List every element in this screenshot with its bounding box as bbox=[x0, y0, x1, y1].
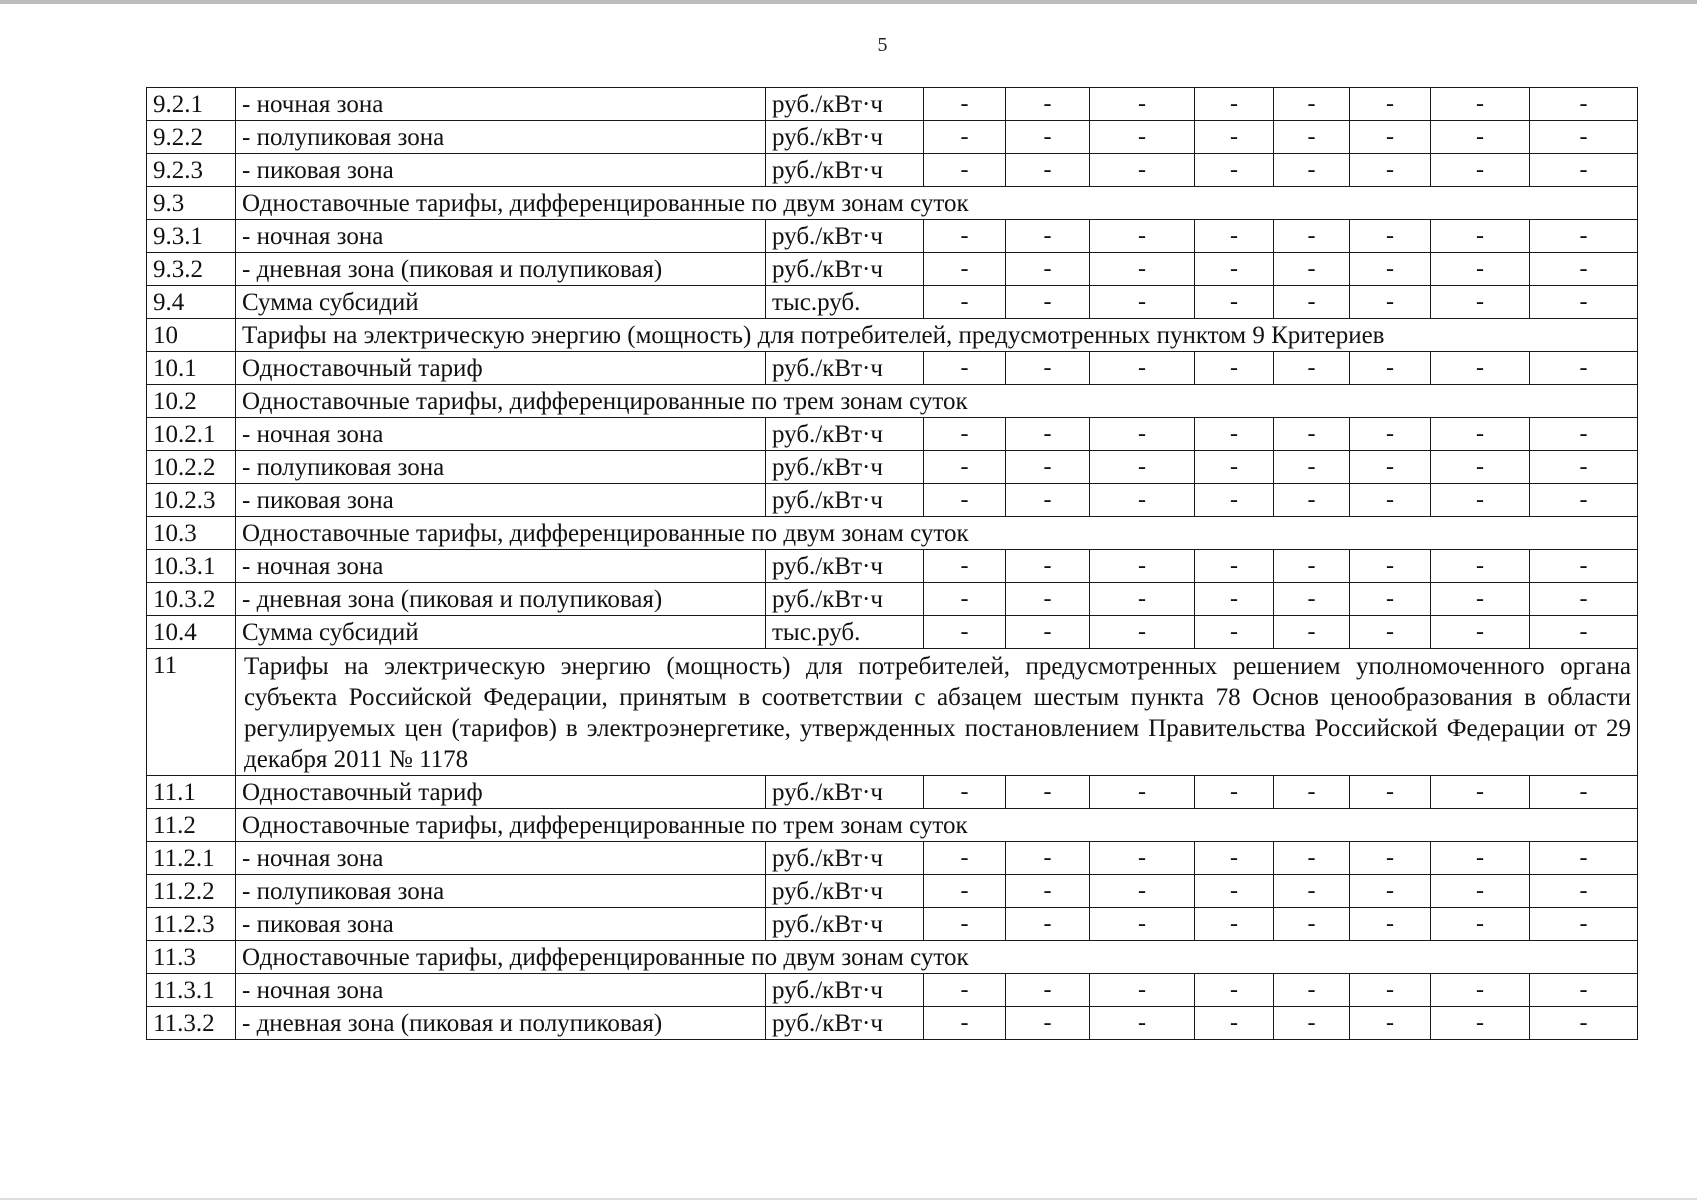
tariff-table bbox=[146, 87, 1638, 1040]
value-cell: - bbox=[1195, 974, 1274, 1007]
table-row bbox=[147, 451, 1638, 484]
row-unit: руб./кВт·ч bbox=[766, 253, 924, 286]
value-cell: - bbox=[1195, 583, 1274, 616]
row-name: - дневная зона (пиковая и полупиковая) bbox=[236, 1007, 766, 1040]
row-name: - ночная зона bbox=[236, 550, 766, 583]
value-cell: - bbox=[924, 875, 1006, 908]
row-name: - полупиковая зона bbox=[236, 121, 766, 154]
value-cell: - bbox=[1431, 484, 1530, 517]
row-unit: руб./кВт·ч bbox=[766, 550, 924, 583]
row-unit: руб./кВт·ч bbox=[766, 220, 924, 253]
table-row bbox=[147, 385, 1638, 418]
value-cell: - bbox=[1195, 121, 1274, 154]
value-cell: - bbox=[1350, 974, 1431, 1007]
row-code: 10.3.2 bbox=[147, 583, 236, 616]
value-cell: - bbox=[1274, 974, 1350, 1007]
table-row bbox=[147, 875, 1638, 908]
section-title: Одноставочные тарифы, дифференцированные по трем зонам суток bbox=[236, 385, 1638, 418]
row-code: 11.3 bbox=[147, 941, 236, 974]
value-cell: - bbox=[1350, 908, 1431, 941]
value-cell: - bbox=[1431, 974, 1530, 1007]
value-cell: - bbox=[1274, 583, 1350, 616]
page-number: 5 bbox=[877, 34, 888, 56]
row-unit: руб./кВт·ч bbox=[766, 974, 924, 1007]
row-unit: руб./кВт·ч bbox=[766, 121, 924, 154]
value-cell: - bbox=[1431, 776, 1530, 809]
row-unit: руб./кВт·ч bbox=[766, 418, 924, 451]
value-cell: - bbox=[924, 88, 1006, 121]
value-cell: - bbox=[924, 484, 1006, 517]
row-name: - ночная зона bbox=[236, 220, 766, 253]
value-cell: - bbox=[1350, 583, 1431, 616]
value-cell: - bbox=[1274, 154, 1350, 187]
value-cell: - bbox=[1274, 286, 1350, 319]
row-unit: руб./кВт·ч bbox=[766, 88, 924, 121]
row-code: 11.3.2 bbox=[147, 1007, 236, 1040]
table-row bbox=[147, 908, 1638, 941]
row-code: 10.3.1 bbox=[147, 550, 236, 583]
value-cell: - bbox=[924, 583, 1006, 616]
value-cell: - bbox=[1431, 616, 1530, 649]
value-cell: - bbox=[1006, 253, 1090, 286]
value-cell: - bbox=[1530, 908, 1638, 941]
value-cell: - bbox=[1431, 1007, 1530, 1040]
value-cell: - bbox=[1195, 220, 1274, 253]
value-cell: - bbox=[924, 550, 1006, 583]
value-cell: - bbox=[1006, 583, 1090, 616]
section-title: Одноставочные тарифы, дифференцированные по двум зонам суток bbox=[236, 187, 1638, 220]
value-cell: - bbox=[1090, 484, 1195, 517]
value-cell: - bbox=[1090, 875, 1195, 908]
value-cell: - bbox=[1530, 974, 1638, 1007]
section-title: Одноставочные тарифы, дифференцированные по двум зонам суток bbox=[236, 941, 1638, 974]
section-paragraph: Тарифы на электрическую энергию (мощность) для потребителей, предусмотренных решением уполномоченного органа субъекта Российской Федерации, принятым в соответствии с абзацем шестым пункта 78 Основ ценообразования в области регулируемых цен (тарифов) в электроэнергетике, утвержденных постановлением Правительства Российской Федерации от 29 декабря 2011 № 1178 bbox=[236, 649, 1638, 776]
value-cell: - bbox=[1274, 616, 1350, 649]
value-cell: - bbox=[1274, 1007, 1350, 1040]
value-cell: - bbox=[1530, 121, 1638, 154]
row-code: 9.2.2 bbox=[147, 121, 236, 154]
value-cell: - bbox=[1006, 875, 1090, 908]
value-cell: - bbox=[1274, 484, 1350, 517]
table-row bbox=[147, 88, 1638, 121]
row-name: - ночная зона bbox=[236, 88, 766, 121]
section-title: Одноставочные тарифы, дифференцированные по двум зонам суток bbox=[236, 517, 1638, 550]
row-name: - ночная зона bbox=[236, 418, 766, 451]
value-cell: - bbox=[1274, 88, 1350, 121]
table-row bbox=[147, 776, 1638, 809]
row-unit: руб./кВт·ч bbox=[766, 908, 924, 941]
value-cell: - bbox=[1530, 88, 1638, 121]
row-code: 11.1 bbox=[147, 776, 236, 809]
section-title: Одноставочные тарифы, дифференцированные по трем зонам суток bbox=[236, 809, 1638, 842]
value-cell: - bbox=[1195, 484, 1274, 517]
value-cell: - bbox=[924, 776, 1006, 809]
value-cell: - bbox=[1006, 974, 1090, 1007]
value-cell: - bbox=[1274, 220, 1350, 253]
value-cell: - bbox=[924, 418, 1006, 451]
row-unit: руб./кВт·ч bbox=[766, 154, 924, 187]
value-cell: - bbox=[1090, 776, 1195, 809]
value-cell: - bbox=[1006, 550, 1090, 583]
value-cell: - bbox=[1006, 908, 1090, 941]
value-cell: - bbox=[1431, 220, 1530, 253]
row-code: 9.3.1 bbox=[147, 220, 236, 253]
row-unit: руб./кВт·ч bbox=[766, 484, 924, 517]
value-cell: - bbox=[1431, 253, 1530, 286]
table-row bbox=[147, 616, 1638, 649]
value-cell: - bbox=[1350, 121, 1431, 154]
value-cell: - bbox=[1530, 418, 1638, 451]
table-row bbox=[147, 121, 1638, 154]
value-cell: - bbox=[1006, 484, 1090, 517]
value-cell: - bbox=[1350, 88, 1431, 121]
value-cell: - bbox=[924, 220, 1006, 253]
row-code: 10.2.1 bbox=[147, 418, 236, 451]
value-cell: - bbox=[1274, 418, 1350, 451]
row-name: - пиковая зона bbox=[236, 484, 766, 517]
table-row bbox=[147, 550, 1638, 583]
value-cell: - bbox=[924, 451, 1006, 484]
value-cell: - bbox=[1350, 550, 1431, 583]
row-unit: руб./кВт·ч bbox=[766, 1007, 924, 1040]
table-row bbox=[147, 352, 1638, 385]
value-cell: - bbox=[1530, 286, 1638, 319]
value-cell: - bbox=[1090, 352, 1195, 385]
value-cell: - bbox=[1530, 484, 1638, 517]
value-cell: - bbox=[1530, 616, 1638, 649]
value-cell: - bbox=[1350, 154, 1431, 187]
value-cell: - bbox=[1090, 286, 1195, 319]
value-cell: - bbox=[1195, 550, 1274, 583]
table-row bbox=[147, 484, 1638, 517]
row-code: 11 bbox=[147, 649, 236, 776]
value-cell: - bbox=[1195, 253, 1274, 286]
row-name: - дневная зона (пиковая и полупиковая) bbox=[236, 253, 766, 286]
value-cell: - bbox=[1090, 908, 1195, 941]
value-cell: - bbox=[1530, 583, 1638, 616]
value-cell: - bbox=[1274, 875, 1350, 908]
value-cell: - bbox=[1350, 286, 1431, 319]
row-unit: руб./кВт·ч bbox=[766, 352, 924, 385]
value-cell: - bbox=[924, 616, 1006, 649]
value-cell: - bbox=[1195, 1007, 1274, 1040]
table-row bbox=[147, 974, 1638, 1007]
row-name: Сумма субсидий bbox=[236, 616, 766, 649]
row-unit: руб./кВт·ч bbox=[766, 583, 924, 616]
value-cell: - bbox=[1274, 908, 1350, 941]
value-cell: - bbox=[1350, 776, 1431, 809]
value-cell: - bbox=[1006, 616, 1090, 649]
table-row bbox=[147, 1007, 1638, 1040]
row-name: - ночная зона bbox=[236, 974, 766, 1007]
value-cell: - bbox=[1090, 451, 1195, 484]
row-code: 10.3 bbox=[147, 517, 236, 550]
value-cell: - bbox=[1195, 154, 1274, 187]
row-unit: руб./кВт·ч bbox=[766, 875, 924, 908]
value-cell: - bbox=[1006, 286, 1090, 319]
row-unit: тыс.руб. bbox=[766, 616, 924, 649]
value-cell: - bbox=[1090, 550, 1195, 583]
value-cell: - bbox=[1431, 88, 1530, 121]
table-row bbox=[147, 154, 1638, 187]
value-cell: - bbox=[1090, 121, 1195, 154]
value-cell: - bbox=[1350, 352, 1431, 385]
value-cell: - bbox=[1350, 875, 1431, 908]
row-code: 10.2.3 bbox=[147, 484, 236, 517]
value-cell: - bbox=[1006, 776, 1090, 809]
row-code: 9.2.1 bbox=[147, 88, 236, 121]
row-code: 10.1 bbox=[147, 352, 236, 385]
value-cell: - bbox=[1431, 875, 1530, 908]
value-cell: - bbox=[1431, 583, 1530, 616]
row-code: 11.2.3 bbox=[147, 908, 236, 941]
value-cell: - bbox=[924, 908, 1006, 941]
value-cell: - bbox=[1530, 451, 1638, 484]
value-cell: - bbox=[1090, 842, 1195, 875]
row-name: - дневная зона (пиковая и полупиковая) bbox=[236, 583, 766, 616]
row-code: 11.3.1 bbox=[147, 974, 236, 1007]
value-cell: - bbox=[1006, 1007, 1090, 1040]
value-cell: - bbox=[1006, 418, 1090, 451]
row-code: 10.2 bbox=[147, 385, 236, 418]
table-row bbox=[147, 842, 1638, 875]
table-row bbox=[147, 253, 1638, 286]
table-row bbox=[147, 286, 1638, 319]
value-cell: - bbox=[1431, 121, 1530, 154]
value-cell: - bbox=[1530, 352, 1638, 385]
value-cell: - bbox=[1431, 451, 1530, 484]
value-cell: - bbox=[1431, 286, 1530, 319]
value-cell: - bbox=[1350, 253, 1431, 286]
row-code: 10.2.2 bbox=[147, 451, 236, 484]
section-title: Тарифы на электрическую энергию (мощность) для потребителей, предусмотренных пунктом 9 Критериев bbox=[236, 319, 1638, 352]
row-code: 9.3 bbox=[147, 187, 236, 220]
value-cell: - bbox=[1431, 842, 1530, 875]
value-cell: - bbox=[1006, 121, 1090, 154]
table-row bbox=[147, 220, 1638, 253]
table-row bbox=[147, 187, 1638, 220]
value-cell: - bbox=[1090, 253, 1195, 286]
value-cell: - bbox=[1006, 451, 1090, 484]
value-cell: - bbox=[1274, 253, 1350, 286]
value-cell: - bbox=[924, 842, 1006, 875]
value-cell: - bbox=[1431, 908, 1530, 941]
value-cell: - bbox=[1090, 583, 1195, 616]
value-cell: - bbox=[1274, 842, 1350, 875]
value-cell: - bbox=[1274, 451, 1350, 484]
value-cell: - bbox=[924, 1007, 1006, 1040]
value-cell: - bbox=[1195, 88, 1274, 121]
value-cell: - bbox=[1274, 550, 1350, 583]
value-cell: - bbox=[1431, 352, 1530, 385]
row-code: 9.2.3 bbox=[147, 154, 236, 187]
value-cell: - bbox=[1530, 154, 1638, 187]
value-cell: - bbox=[1431, 154, 1530, 187]
table-row bbox=[147, 941, 1638, 974]
value-cell: - bbox=[924, 121, 1006, 154]
value-cell: - bbox=[1006, 842, 1090, 875]
row-name: Одноставочный тариф bbox=[236, 352, 766, 385]
value-cell: - bbox=[924, 286, 1006, 319]
value-cell: - bbox=[1090, 154, 1195, 187]
row-name: - пиковая зона bbox=[236, 908, 766, 941]
value-cell: - bbox=[1350, 1007, 1431, 1040]
value-cell: - bbox=[1530, 220, 1638, 253]
value-cell: - bbox=[1350, 418, 1431, 451]
row-name: Сумма субсидий bbox=[236, 286, 766, 319]
value-cell: - bbox=[1274, 352, 1350, 385]
row-unit: тыс.руб. bbox=[766, 286, 924, 319]
row-code: 11.2.1 bbox=[147, 842, 236, 875]
table-row bbox=[147, 319, 1638, 352]
value-cell: - bbox=[1431, 550, 1530, 583]
row-code: 10 bbox=[147, 319, 236, 352]
value-cell: - bbox=[1530, 842, 1638, 875]
value-cell: - bbox=[924, 974, 1006, 1007]
value-cell: - bbox=[1195, 875, 1274, 908]
value-cell: - bbox=[1195, 418, 1274, 451]
value-cell: - bbox=[1195, 352, 1274, 385]
value-cell: - bbox=[1350, 484, 1431, 517]
tariff-table-body bbox=[147, 88, 1638, 1040]
value-cell: - bbox=[1530, 875, 1638, 908]
value-cell: - bbox=[1350, 451, 1431, 484]
table-row bbox=[147, 583, 1638, 616]
row-name: - ночная зона bbox=[236, 842, 766, 875]
value-cell: - bbox=[1195, 908, 1274, 941]
table-row bbox=[147, 649, 1638, 776]
table-row bbox=[147, 809, 1638, 842]
value-cell: - bbox=[1195, 451, 1274, 484]
value-cell: - bbox=[1090, 418, 1195, 451]
row-code: 11.2 bbox=[147, 809, 236, 842]
row-unit: руб./кВт·ч bbox=[766, 451, 924, 484]
value-cell: - bbox=[1006, 154, 1090, 187]
value-cell: - bbox=[1006, 220, 1090, 253]
value-cell: - bbox=[1350, 220, 1431, 253]
value-cell: - bbox=[1006, 88, 1090, 121]
value-cell: - bbox=[1090, 616, 1195, 649]
value-cell: - bbox=[924, 154, 1006, 187]
value-cell: - bbox=[1195, 286, 1274, 319]
value-cell: - bbox=[1090, 220, 1195, 253]
value-cell: - bbox=[1274, 776, 1350, 809]
value-cell: - bbox=[1090, 974, 1195, 1007]
value-cell: - bbox=[1195, 616, 1274, 649]
row-name: - полупиковая зона bbox=[236, 875, 766, 908]
value-cell: - bbox=[1530, 776, 1638, 809]
value-cell: - bbox=[1530, 1007, 1638, 1040]
value-cell: - bbox=[1431, 418, 1530, 451]
value-cell: - bbox=[1350, 616, 1431, 649]
row-code: 10.4 bbox=[147, 616, 236, 649]
value-cell: - bbox=[1530, 253, 1638, 286]
value-cell: - bbox=[1350, 842, 1431, 875]
value-cell: - bbox=[1274, 121, 1350, 154]
value-cell: - bbox=[1195, 842, 1274, 875]
value-cell: - bbox=[1090, 1007, 1195, 1040]
value-cell: - bbox=[1195, 776, 1274, 809]
page-top-edge bbox=[0, 0, 1697, 4]
row-unit: руб./кВт·ч bbox=[766, 842, 924, 875]
table-row bbox=[147, 517, 1638, 550]
row-code: 9.3.2 bbox=[147, 253, 236, 286]
value-cell: - bbox=[1090, 88, 1195, 121]
row-name: - полупиковая зона bbox=[236, 451, 766, 484]
table-row bbox=[147, 418, 1638, 451]
row-name: - пиковая зона bbox=[236, 154, 766, 187]
row-unit: руб./кВт·ч bbox=[766, 776, 924, 809]
value-cell: - bbox=[1006, 352, 1090, 385]
value-cell: - bbox=[924, 253, 1006, 286]
row-code: 9.4 bbox=[147, 286, 236, 319]
row-name: Одноставочный тариф bbox=[236, 776, 766, 809]
value-cell: - bbox=[1530, 550, 1638, 583]
value-cell: - bbox=[924, 352, 1006, 385]
row-code: 11.2.2 bbox=[147, 875, 236, 908]
